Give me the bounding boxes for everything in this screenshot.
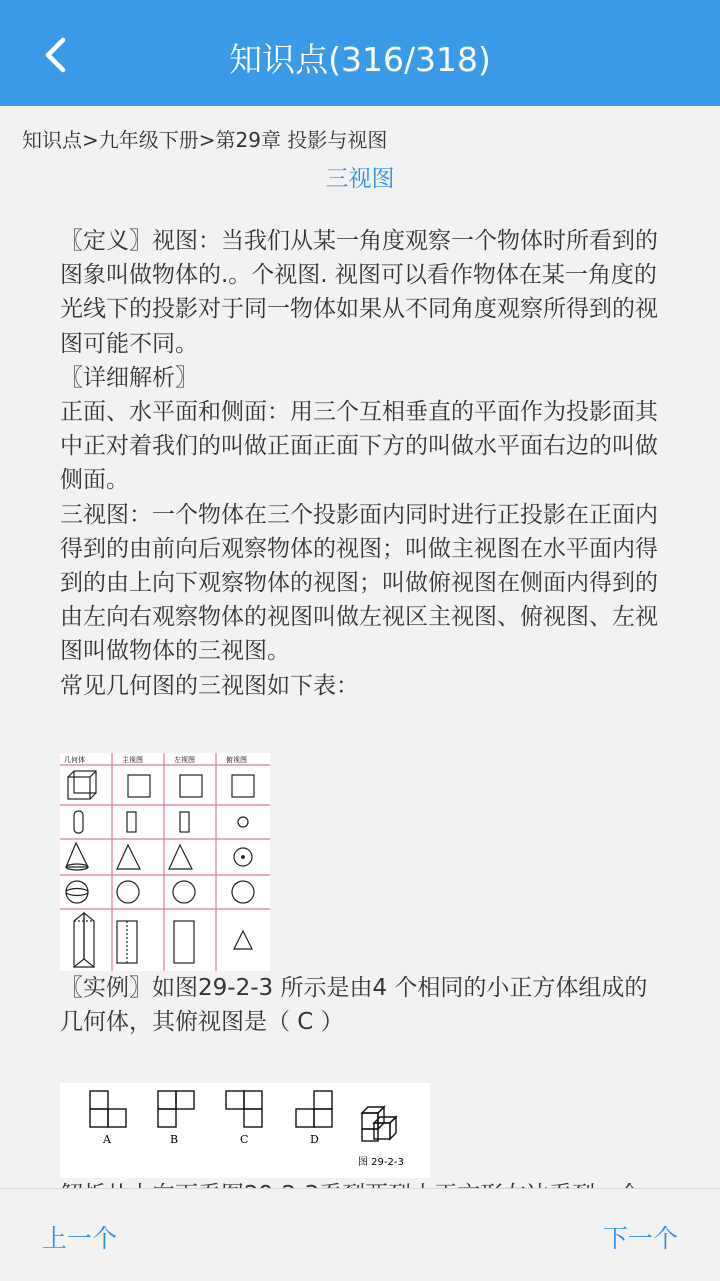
breadcrumb: 知识点>九年级下册>第29章 投影与视图 (22, 128, 388, 152)
planes-paragraph: 正面、水平面和侧面：用三个互相垂直的平面作为投影面其中正对着我们的叫做正面正面下方的叫做水平面右边的叫做侧面。 (60, 399, 658, 494)
example-paragraph: 〖实例〗如图29-2-3 所示是由4 个相同的小正方体组成的几何体，其俯视图是（ C ） (60, 974, 648, 1036)
example-figure-image (60, 1083, 430, 1178)
page-title: 知识点(316/318) (229, 40, 491, 79)
next-button[interactable]: 下一个 (602, 1224, 678, 1253)
table-header-top: 俯视图 (226, 755, 247, 764)
option-c-label: C (240, 1133, 249, 1147)
table-header-front: 主视图 (122, 755, 143, 764)
table-header-left: 左视图 (174, 755, 195, 764)
option-d-label: D (310, 1133, 319, 1147)
previous-button[interactable]: 上一个 (42, 1224, 118, 1253)
article-body (60, 224, 660, 1212)
option-b-label: B (170, 1133, 179, 1147)
three-views-paragraph: 三视图：一个物体在三个投影面内同时进行正投影在正面内得到的由前向后观察物体的视图；叫做主视图在水平面内得到的由上向下观察物体的视图；叫做俯视图在侧面内得到的由左向右观察物体的视图叫做左视区主视图、俯视图、左视图叫做物体的三视图。 (60, 501, 658, 665)
bottom-nav-bar (0, 1188, 720, 1281)
three-views-table-image (60, 753, 270, 971)
detail-heading: 〖详细解析〗 (60, 364, 198, 391)
figure-caption: 图 29-2-3 (358, 1157, 404, 1169)
topic-title: 三视图 (325, 166, 395, 192)
option-a-label: A (103, 1133, 111, 1147)
content-area[interactable] (0, 106, 720, 1188)
top-app-bar (0, 0, 720, 106)
definition-paragraph: 〖定义〗视图：当我们从某一角度观察一个物体时所看到的图象叫做物体的.。个视图. 视图可以看作物体在某一角度的光线下的投影对于同一物体如果从不同角度观察所得到的视图可能不同。 (60, 228, 658, 357)
table-intro: 常见几何图的三视图如下表： (60, 672, 359, 699)
table-header-solid: 几何体 (64, 755, 85, 764)
